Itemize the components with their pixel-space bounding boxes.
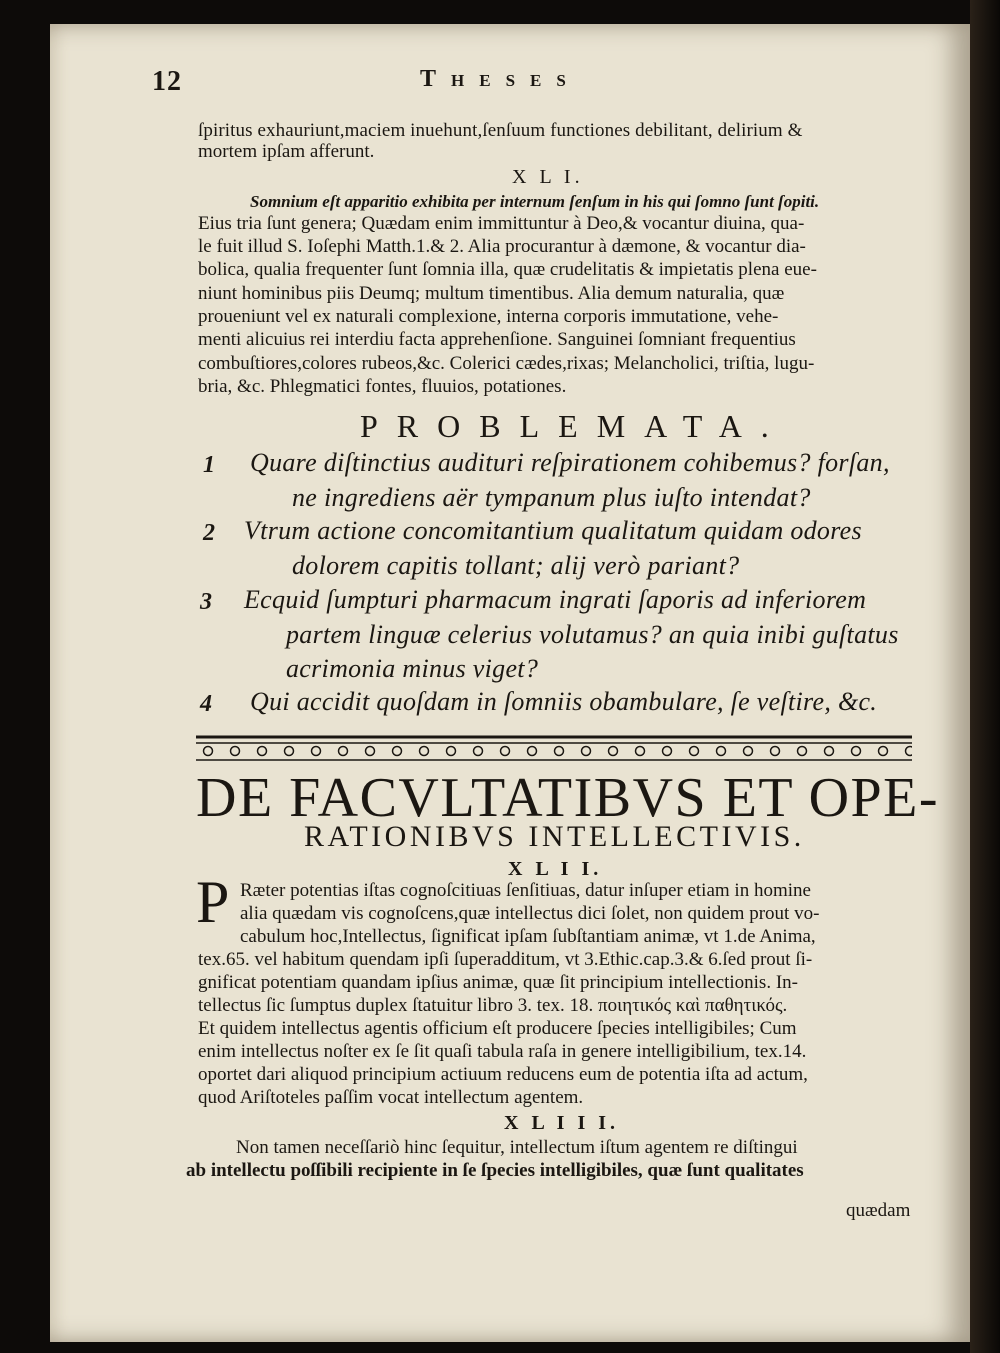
drop-cap: P bbox=[196, 869, 230, 935]
problem-number: 2 bbox=[203, 520, 215, 546]
ornament-ring bbox=[798, 747, 807, 756]
text-line: enim intellectus noſter ex ſe ſit quaſi tabula raſa in genere intelligibilium, tex.14. bbox=[198, 1041, 807, 1062]
text-line: Ræter potentias iſtas cognoſcitiuas ſenſitiuas, datur inſuper etiam in homine bbox=[240, 880, 811, 901]
problem-line: Vtrum actione concomitantium qualitatum quidam odores bbox=[244, 516, 862, 545]
ornament-ring bbox=[744, 747, 753, 756]
text-line: ab intellectu poſſibili recipiente in ſe ſpecies intelligibiles, quæ ſunt qualitates bbox=[186, 1160, 804, 1181]
text-line: oportet dari aliquod principium actiuum reducens eum de potentia iſta ad actum, bbox=[198, 1064, 808, 1085]
ornament-ring bbox=[555, 747, 564, 756]
ornament-ring bbox=[879, 747, 888, 756]
ornament-ring bbox=[393, 747, 402, 756]
problem-number: 3 bbox=[200, 589, 212, 615]
problem-number: 4 bbox=[200, 691, 212, 717]
chapter-subtitle: RATIONIBVS INTELLECTIVIS. bbox=[304, 820, 805, 853]
ornament-ring bbox=[852, 747, 861, 756]
text-line: tex.65. vel habitum quendam ipſi ſuperadditum, vt 3.Ethic.cap.3.& 6.ſed prout ſi- bbox=[198, 949, 813, 970]
problem-line: ne ingrediens aër tympanum plus iuſto intendat? bbox=[292, 483, 811, 512]
ornament-ring bbox=[825, 747, 834, 756]
text-line: mortem ipſam afferunt. bbox=[198, 141, 375, 162]
ornament-ring bbox=[285, 747, 294, 756]
ornament-ring bbox=[258, 747, 267, 756]
ornament-ring bbox=[582, 747, 591, 756]
problem-line: Quare diſtinctius audituri reſpirationem cohibemus? forſan, bbox=[250, 448, 890, 477]
section-number: X L I I I. bbox=[504, 1112, 620, 1134]
ornament-ring bbox=[528, 747, 537, 756]
ornament-ring bbox=[420, 747, 429, 756]
text-line: niunt hominibus piis Deumq; multum timentibus. Alia demum naturalia, quæ bbox=[198, 283, 785, 304]
page-number: 12 bbox=[152, 66, 182, 97]
problem-line: partem linguæ celerius volutamus? an quia inibi guſtatus bbox=[286, 620, 899, 649]
ornament-ring bbox=[312, 747, 321, 756]
problem-line: dolorem capitis tollant; alij verò pariant? bbox=[292, 551, 740, 580]
ornament-ring bbox=[717, 747, 726, 756]
problemata-heading: PROBLEMATA. bbox=[360, 408, 788, 444]
text-line: menti alicuius rei interdiu facta apprehenſione. Sanguinei ſomniant frequentius bbox=[198, 329, 796, 350]
running-title: Theses bbox=[420, 66, 581, 92]
ornament-ring bbox=[609, 747, 618, 756]
ornament-ring bbox=[447, 747, 456, 756]
text-line: cabulum hoc,Intellectus, ſignificat ipſam ſubſtantiam animæ, vt 1.de Anima, bbox=[240, 926, 816, 947]
text-line: quod Ariſtoteles paſſim vocat intellectum agentem. bbox=[198, 1087, 584, 1108]
text-line: combuſtiores,colores rubeos,&c. Colerici cædes,rixas; Melancholici, triſtia, lugu- bbox=[198, 353, 815, 374]
ornament-ring bbox=[339, 747, 348, 756]
text-line: ſpiritus exhauriunt,maciem inuehunt,ſenſuum functiones debilitant, delirium & bbox=[198, 120, 803, 141]
ornament-ring bbox=[231, 747, 240, 756]
text-line: Non tamen neceſſariò hinc ſequitur, intellectum iſtum agentem re diſtingui bbox=[236, 1137, 798, 1158]
section-number: X L I I. bbox=[508, 858, 603, 880]
ornament-ring bbox=[906, 747, 913, 756]
ornament-ring bbox=[204, 747, 213, 756]
text-line: le fuit illud S. Ioſephi Matth.1.& 2. Alia procurantur à dæmone, & vocantur dia- bbox=[198, 236, 806, 257]
ornament-ring bbox=[663, 747, 672, 756]
text-line: Eius tria ſunt genera; Quædam enim immittuntur à Deo,& vocantur diuina, qua- bbox=[198, 213, 805, 234]
definition-line: Somnium eſt apparitio exhibita per internum ſenſum in his qui ſomno ſunt ſopiti. bbox=[250, 192, 820, 211]
catchword: quædam bbox=[846, 1200, 911, 1221]
page-edge bbox=[970, 0, 1000, 1353]
problem-line: acrimonia minus viget? bbox=[286, 654, 539, 683]
ornament-ring bbox=[690, 747, 699, 756]
text-line: bolica, qualia frequenter ſunt ſomnia illa, quæ crudelitatis & impietatis plena eue- bbox=[198, 259, 817, 280]
text-line: gnificat potentiam quandam ipſius animæ, quæ ſit principium intellectionis. In- bbox=[198, 972, 798, 993]
ornament-border bbox=[196, 733, 912, 765]
chapter-title: DE FACVLTATIBVS ET OPE- bbox=[196, 767, 940, 829]
problem-line: Qui accidit quoſdam in ſomniis obambulare, ſe veſtire, &c. bbox=[250, 687, 878, 716]
section-number: X L I. bbox=[512, 166, 584, 188]
text-line: proueniunt vel ex naturali complexione, interna corporis immutatione, vehe- bbox=[198, 306, 779, 327]
text-line: tellectus ſic ſumptus duplex ſtatuitur libro 3. tex. 18. ποιητικός καὶ παθητικός. bbox=[198, 995, 788, 1016]
text-line: bria, &c. Phlegmatici fontes, fluuios, potationes. bbox=[198, 376, 567, 397]
text-line: alia quædam vis cognoſcens,quæ intellectus dici ſolet, non quidem prout vo- bbox=[240, 903, 820, 924]
ornament-ring bbox=[771, 747, 780, 756]
ornament-ring bbox=[366, 747, 375, 756]
text-line: Et quidem intellectus agentis officium eſt producere ſpecies intelligibiles; Cum bbox=[198, 1018, 797, 1039]
ornament-ring bbox=[501, 747, 510, 756]
ornament-ring bbox=[636, 747, 645, 756]
problem-line: Ecquid ſumpturi pharmacum ingrati ſaporis ad inferiorem bbox=[244, 585, 867, 614]
ornament-ring bbox=[474, 747, 483, 756]
problem-number: 1 bbox=[203, 452, 215, 478]
running-head bbox=[152, 66, 662, 106]
